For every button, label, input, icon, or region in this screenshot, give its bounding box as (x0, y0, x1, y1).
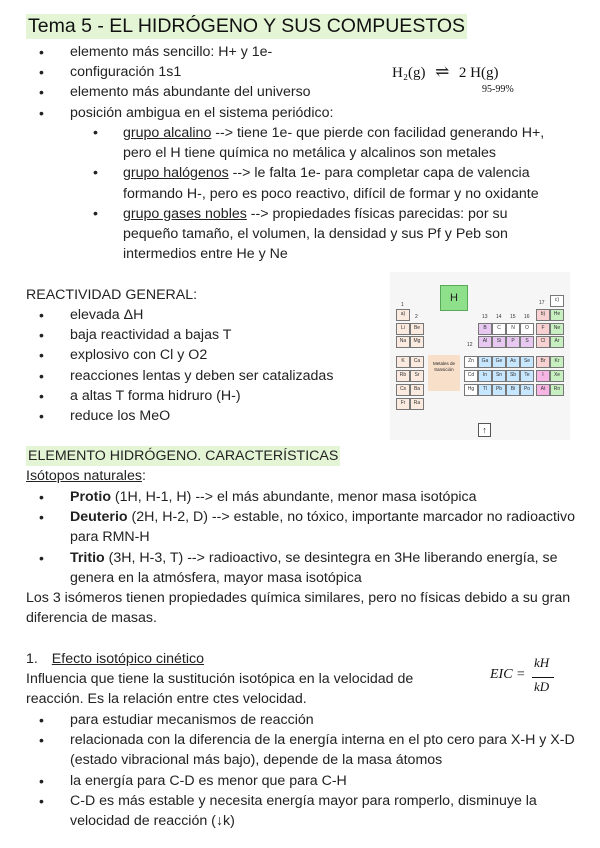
equation-right: 2 H(g) (458, 65, 499, 81)
list-item (0, 123, 566, 163)
eic-denominator: kD (534, 679, 550, 694)
element-cell: Al (478, 336, 492, 348)
element-cell: Sn (492, 370, 506, 382)
kinetic-heading: Efecto isotópico cinético (51, 651, 205, 667)
list-item: • para estudiar mecanismos de reacción (26, 710, 578, 730)
kinetic-heading-line (26, 649, 204, 669)
list-item: • elevada ΔH (26, 305, 386, 325)
list-item: • relacionada con la diferencia de la energía interna en el pto cero para X-H y X-D (estado vibracional más bajo), depende de la masa átomos (26, 730, 578, 770)
periodic-table-figure (390, 272, 570, 440)
element-cell: In (478, 370, 492, 382)
up-arrow-icon: ↑ (478, 423, 491, 437)
list-item: • elemento más abundante del universo (26, 82, 366, 102)
isotope-text: (1H, H-1, H) --> el más abundante, menor masa isotópica (110, 489, 477, 505)
group-label: 13 (482, 314, 488, 320)
element-cell: K (396, 356, 410, 368)
element-cell: Si (492, 336, 506, 348)
isotope-name: Deuterio (70, 509, 128, 526)
element-cell: Sr (410, 370, 424, 382)
element-cell: Ne (550, 323, 564, 335)
list-item: • explosivo con Cl y O2 (26, 345, 386, 365)
group-label: 2 (415, 314, 418, 320)
equation-left: H₂(g) (392, 65, 426, 81)
isotopes-colon: : (141, 468, 146, 484)
list-item (0, 204, 566, 265)
subitem-term: grupo halógenos (123, 165, 229, 182)
equilibrium-arrow-icon: ⇌ (435, 62, 450, 81)
list-item: • baja reactividad a bajas T (26, 325, 386, 345)
element-cell: S (520, 336, 534, 348)
transition-metals-label: Metales de transición (428, 355, 460, 391)
isotope-text: (2H, H-2, D) --> estable, no tóxico, importante marcador no radioactivo para RMN-H (70, 509, 576, 546)
kinetic-number: 1. (26, 651, 38, 667)
position-sublist (0, 123, 566, 264)
subitem-text: --> tiene 1e- que pierde con facilidad generando H+, pero el H tiene química no metálica y alcalinos son metales (123, 125, 545, 162)
isotopes-label-text: Isótopos naturales (26, 468, 142, 484)
element-cell: Pb (492, 384, 506, 396)
element-cell: Mg (410, 336, 424, 348)
element-cell: Ca (410, 356, 424, 368)
list-item: • la energía para C-D es menor que para C-H (26, 771, 578, 791)
element-cell: Se (520, 356, 534, 368)
element-cell: Bi (506, 384, 520, 396)
element-cell: Cs (396, 384, 410, 396)
element-cell: O (520, 323, 534, 335)
isotope-name: Tritio (70, 549, 105, 566)
group-label: 17 (539, 300, 545, 306)
reactivity-heading: REACTIVIDAD GENERAL: (26, 287, 198, 303)
section-heading: ELEMENTO HIDRÓGENO. CARACTERÍSTICAS (26, 446, 340, 466)
group-label: 15 (510, 314, 516, 320)
element-cell: At (536, 384, 550, 396)
element-cell: Ba (410, 384, 424, 396)
element-cell: As (506, 356, 520, 368)
hydrogen-box: H (440, 285, 468, 311)
list-item: • configuración 1s1 (26, 62, 366, 82)
list-item: • a altas T forma hidruro (H-) (26, 386, 386, 406)
element-cell: N (506, 323, 520, 335)
element-cell: C (492, 323, 506, 335)
element-cell: Te (520, 370, 534, 382)
eic-lhs: EIC = (490, 667, 526, 682)
list-item (26, 507, 578, 547)
isotopes-summary: Los 3 isómeros tienen propiedades química similares, pero no físicas debido a su gran diferencia de masas. (26, 590, 571, 627)
group-label: 16 (524, 314, 530, 320)
element-cell: Li (396, 323, 410, 335)
element-cell: Rn (550, 384, 564, 396)
element-cell: F (536, 323, 550, 335)
subitem-term: grupo gases nobles (123, 205, 247, 222)
page-title: Tema 5 - EL HIDRÓGENO Y SUS COMPUESTOS (28, 15, 466, 37)
list-item (0, 163, 566, 203)
element-cell: c) (550, 295, 564, 307)
list-item (26, 487, 578, 507)
element-cell: Na (396, 336, 410, 348)
element-cell: Kr (550, 356, 564, 368)
element-cell: Cl (536, 336, 550, 348)
eic-formula (484, 655, 559, 701)
subitem-term: grupo alcalino (123, 125, 212, 141)
element-cell: Ga (478, 356, 492, 368)
element-cell: Xe (550, 370, 564, 382)
element-cell: B (478, 323, 492, 335)
isotope-text: (3H, H-3, T) --> radioactivo, se desintegra en 3He liberando energía, se genera en la atmósfera, mayor masa isotópica (70, 549, 558, 586)
element-cell: b) (536, 309, 550, 321)
element-cell: Ge (492, 356, 506, 368)
list-item: • reduce los MeO (26, 406, 386, 426)
list-item: • elemento más sencillo: H+ y 1e- (26, 42, 366, 62)
kinetic-list (26, 710, 578, 831)
list-item: • posición ambigua en el sistema periódico: (26, 103, 366, 123)
intro-list (26, 42, 366, 123)
element-cell: Po (520, 384, 534, 396)
element-cell: Tl (478, 384, 492, 396)
group-label: 14 (496, 314, 502, 320)
group-label: 1 (401, 302, 404, 308)
equation-note: 95-99% (482, 84, 514, 95)
group-label: 12 (467, 342, 473, 348)
isotopes-list (26, 487, 578, 588)
list-item: • reacciones lentas y deben ser catalizadas (26, 366, 386, 386)
isotope-name: Protio (70, 489, 111, 505)
list-item (26, 548, 578, 588)
element-cell: P (506, 336, 520, 348)
element-cell: Be (410, 323, 424, 335)
list-item: • C-D es más estable y necesita energía mayor para romperlo, disminuye la velocidad de reacción (↓k) (26, 791, 578, 831)
element-cell: a) (396, 309, 410, 321)
element-cell: Ra (410, 398, 424, 410)
element-cell: Sb (506, 370, 520, 382)
subitem-text: --> le falta 1e- para completar capa de valencia formando H-, pero es poco reactivo, difícil de formar y no oxidante (123, 165, 539, 202)
isotopes-label (26, 466, 146, 486)
subitem-text: --> propiedades físicas parecidas: por su pequeño tamaño, el volumen, la densidad y sus Pf y Peb son intermedios entre He y Ne (123, 205, 508, 263)
dissociation-equation (392, 62, 542, 95)
element-cell: Br (536, 356, 550, 368)
element-cell: Fr (396, 398, 410, 410)
eic-numerator: kH (534, 655, 550, 670)
fraction-bar (532, 677, 554, 678)
element-cell: Hg (464, 384, 478, 396)
element-cell: Rb (396, 370, 410, 382)
kinetic-intro: Influencia que tiene la sustitución isotópica en la velocidad de reacción. Es la relación entre ctes velocidad. (26, 671, 414, 708)
element-cell: Ar (550, 336, 564, 348)
element-cell: I (536, 370, 550, 382)
element-cell: He (550, 309, 564, 321)
reactivity-list (26, 305, 386, 426)
element-cell: Cd (464, 370, 478, 382)
element-cell: Zn (464, 356, 478, 368)
